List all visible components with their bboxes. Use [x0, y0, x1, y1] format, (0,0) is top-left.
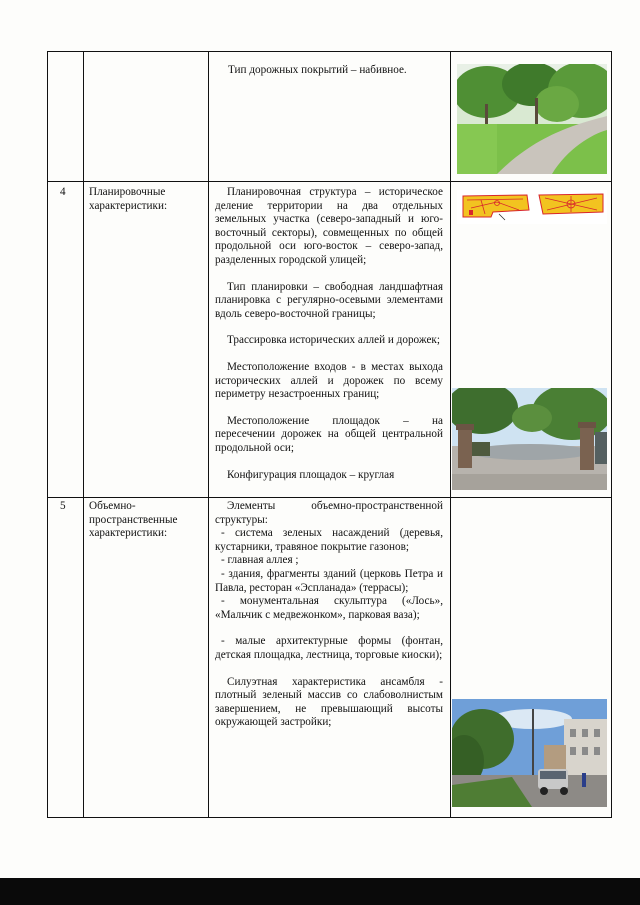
park-path-photo — [457, 64, 607, 174]
col-divider-2 — [208, 51, 209, 818]
row5-title — [89, 500, 205, 541]
table-right-border — [611, 51, 612, 818]
silhouette-paragraph: Силуэтная характеристика ансамбля - плотный зеленый массив со слабоволнистым завершением, не превышающий высоты окружающей застройки; — [215, 675, 443, 729]
scan-bottom-edge — [0, 878, 640, 905]
main-alley-item: - главная аллея ; — [221, 554, 299, 567]
col-divider-3 — [450, 51, 451, 818]
structure-elements-intro: Элементы объемно-пространственной структуры: — [215, 500, 443, 526]
col-divider-1 — [83, 51, 84, 818]
layout-type-paragraph: Тип планировки – свободная ландшафтная планировка с регулярно-осевыми элементами вдоль северо-восточной границы; — [215, 280, 443, 320]
table-bottom-border — [47, 817, 611, 818]
entrances-location-paragraph: Местоположение входов - в местах выхода исторических аллей и дорожек по всему периметру незастроенных границ; — [215, 360, 443, 401]
row5-title-line3: характеристики: — [89, 527, 168, 540]
row4-title-line1: Планировочные — [89, 186, 166, 198]
small-forms-item: - малые архитектурные формы (фонтан, детская площадка, лестница, торговые киоски); — [215, 635, 443, 661]
alleys-tracing-paragraph: Трассировка исторических аллей и дорожек; — [227, 334, 440, 347]
table-left-border — [47, 51, 48, 818]
row4-top-border — [47, 181, 611, 182]
row4-title — [89, 186, 205, 213]
row4-description — [215, 186, 443, 482]
row5-title-line1: Объемно- — [89, 500, 136, 512]
buildings-item: - здания, фрагменты зданий (церковь Петра и Павла, ресторан «Эспланада» (террасы); — [215, 567, 443, 594]
squares-configuration-paragraph: Конфигурация площадок – круглая — [227, 468, 395, 481]
row5-top-border — [47, 497, 611, 498]
site-plan-diagram — [457, 190, 607, 224]
row5-title-line2: пространственные — [89, 513, 178, 526]
row4-number: 4 — [60, 186, 66, 198]
squares-location-paragraph: Местоположение площадок – на пересечении дорожек на общей центральной продольной оси; — [215, 414, 443, 454]
street-alley-photo — [452, 699, 607, 807]
green-spaces-item: - система зеленых насаждений (деревья, кустарники, травяное покрытие газонов; — [215, 527, 443, 553]
park-entrance-photo — [452, 388, 607, 490]
table-top-border — [47, 51, 611, 52]
sculpture-item: - монументальная скульптура («Лось», «Мальчик с медвежонком», парковая ваза); — [215, 595, 443, 621]
row4-title-line2: характеристики: — [89, 199, 168, 212]
row5-number: 5 — [60, 500, 66, 512]
row5-description — [215, 500, 443, 730]
road-surface-text: Тип дорожных покрытий – набивное. — [228, 64, 407, 76]
planning-structure-paragraph: Планировочная структура – историческое деление территории на два отдельных земельных участка (северо-западный и юго-восточный секторы), совмещенных по общей продольной оси юго-восток – северо-запад, разделенных городской улицей; — [215, 186, 443, 266]
